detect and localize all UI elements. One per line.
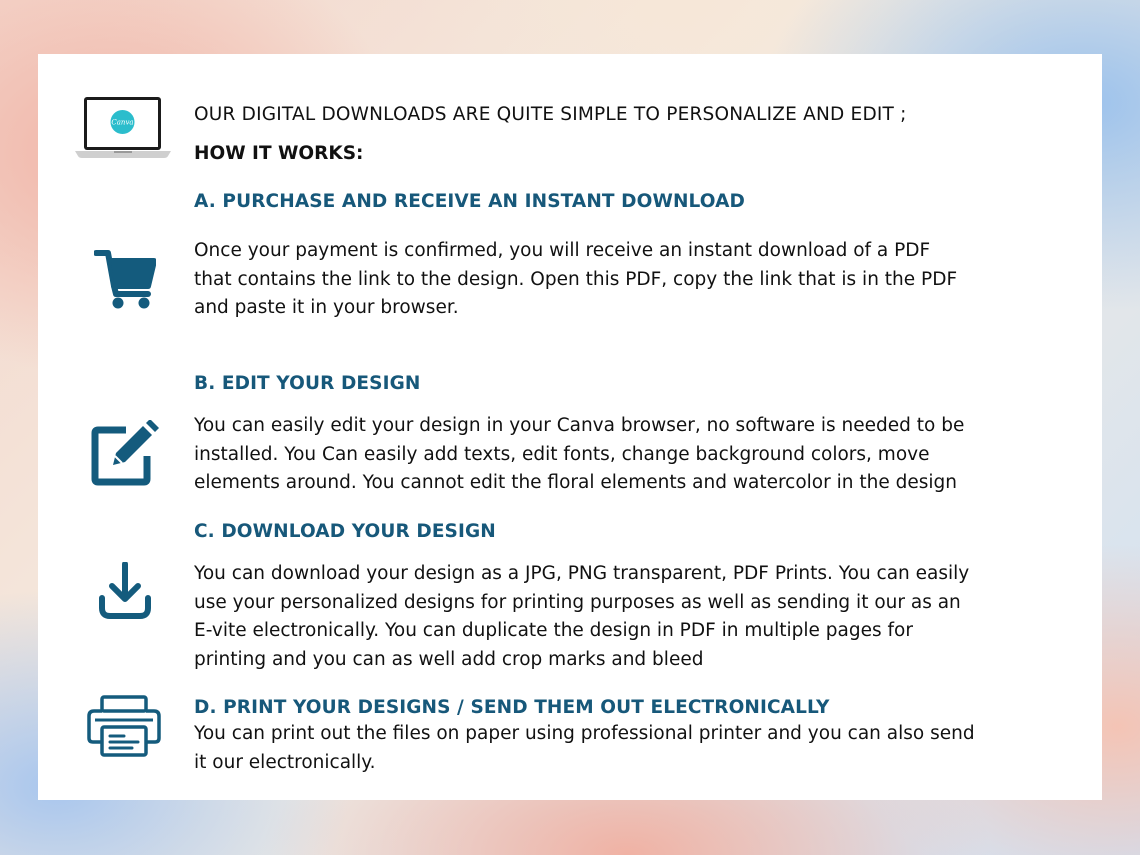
how-it-works-heading: HOW IT WORKS: bbox=[194, 143, 364, 164]
step-c-line: use your personalized designs for printing purposes as well as sending it our as an bbox=[194, 591, 961, 613]
cart-icon bbox=[94, 250, 156, 310]
step-b-line: installed. You Can easily add texts, edit fonts, change background colors, move bbox=[194, 443, 930, 465]
step-a-line: that contains the link to the design. Open this PDF, copy the link that is in the PDF bbox=[194, 268, 958, 290]
step-b-line: You can easily edit your design in your Canva browser, no software is needed to be bbox=[194, 415, 965, 436]
step-a-line: and paste it in your browser. bbox=[194, 297, 459, 318]
intro-text: OUR DIGITAL DOWNLOADS ARE QUITE SIMPLE TO PERSONALIZE AND EDIT ; bbox=[194, 104, 907, 125]
step-d-line: it our electronically. bbox=[194, 751, 376, 773]
step-b-body bbox=[194, 412, 1074, 498]
step-c-line: You can download your design as a JPG, PNG transparent, PDF Prints. You can easily bbox=[194, 563, 970, 584]
step-c-heading: C. DOWNLOAD YOUR DESIGN bbox=[194, 521, 496, 542]
step-b-heading: B. EDIT YOUR DESIGN bbox=[194, 373, 421, 394]
laptop-screen-logo: Canva bbox=[111, 118, 134, 127]
instructions-card bbox=[38, 54, 1102, 800]
step-c-line: printing and you can as well add crop marks and bleed bbox=[194, 648, 704, 670]
step-d-body bbox=[194, 720, 1074, 777]
edit-icon bbox=[90, 420, 160, 486]
printer-icon bbox=[86, 694, 162, 758]
laptop-icon bbox=[74, 96, 172, 160]
step-c-body bbox=[194, 560, 1074, 674]
step-a-body bbox=[194, 237, 1074, 323]
step-c-line: E-vite electronically. You can duplicate the design in PDF in multiple pages for bbox=[194, 620, 913, 641]
step-d-line: You can print out the files on paper using professional printer and you can also send bbox=[194, 723, 975, 744]
step-b-line: elements around. You cannot edit the floral elements and watercolor in the design bbox=[194, 472, 957, 493]
download-icon bbox=[98, 562, 152, 620]
step-d-heading: D. PRINT YOUR DESIGNS / SEND THEM OUT ELECTRONICALLY bbox=[194, 697, 830, 718]
step-a-heading: A. PURCHASE AND RECEIVE AN INSTANT DOWNLOAD bbox=[194, 191, 745, 212]
step-a-line: Once your payment is confirmed, you will receive an instant download of a PDF bbox=[194, 240, 931, 261]
